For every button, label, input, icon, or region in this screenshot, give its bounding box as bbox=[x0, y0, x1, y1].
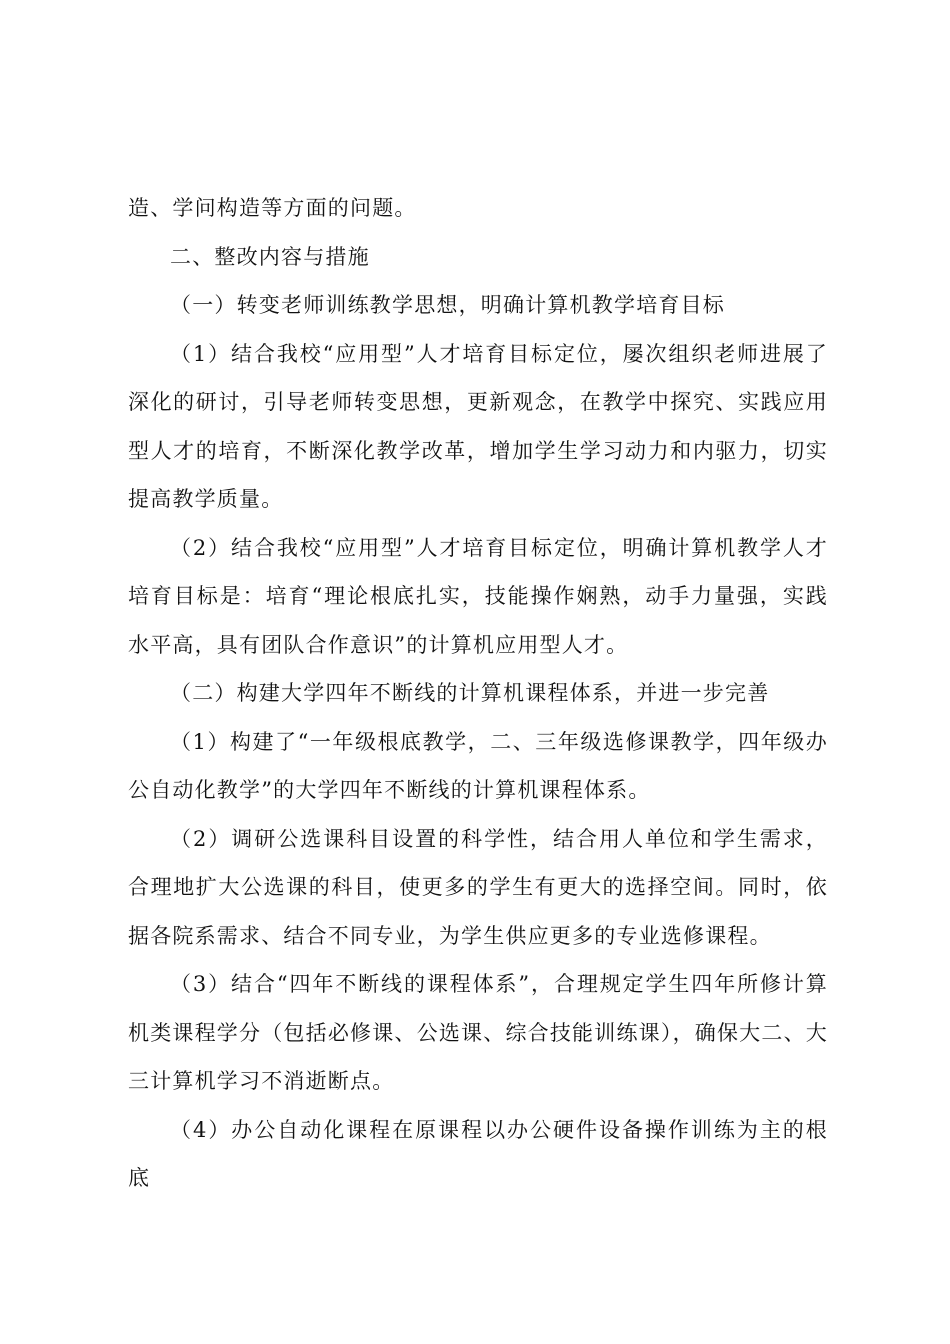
paragraph-2-1: （1）构建了“一年级根底教学，二、三年级选修课教学，四年级办公自动化教学”的大学四年不断线的计算机课程体系。 bbox=[128, 729, 828, 802]
paragraph-2-3: （3）结合“四年不断线的课程体系”，合理规定学生四年所修计算机类课程学分（包括必修课、公选课、综合技能训练课），确保大二、大三计算机学习不消逝断点。 bbox=[128, 972, 828, 1093]
paragraph-1-1: （1）结合我校“应用型”人才培育目标定位，屡次组织老师进展了深化的研讨，引导老师转变思想，更新观念，在教学中探究、实践应用型人才的培育，不断深化教学改革，增加学生学习动力和内驱力，切实提高教学质量。 bbox=[128, 341, 828, 511]
paragraph-2-4: （4）办公自动化课程在原课程以办公硬件设备操作训练为主的根底 bbox=[128, 1117, 828, 1190]
paragraph-continuation: 造、学问构造等方面的问题。 bbox=[128, 196, 417, 220]
subsection-heading-2: （二）构建大学四年不断线的计算机课程体系，并进一步完善 bbox=[170, 681, 770, 705]
section-heading-2: 二、整改内容与措施 bbox=[170, 244, 370, 269]
paragraph-2-2: （2）调研公选课科目设置的科学性，结合用人单位和学生需求，合理地扩大公选课的科目，使更多的学生有更大的选择空间。同时，依据各院系需求、结合不同专业，为学生供应更多的专业选修课程。 bbox=[128, 826, 828, 948]
paragraph-1-2: （2）结合我校“应用型”人才培育目标定位，明确计算机教学人才培育目标是：培育“理论根底扎实，技能操作娴熟，动手力量强，实践水平高，具有团队合作意识”的计算机应用型人才。 bbox=[128, 535, 828, 657]
document-body bbox=[128, 184, 828, 1203]
subsection-heading-1: （一）转变老师训练教学思想，明确计算机教学培育目标 bbox=[170, 293, 725, 317]
